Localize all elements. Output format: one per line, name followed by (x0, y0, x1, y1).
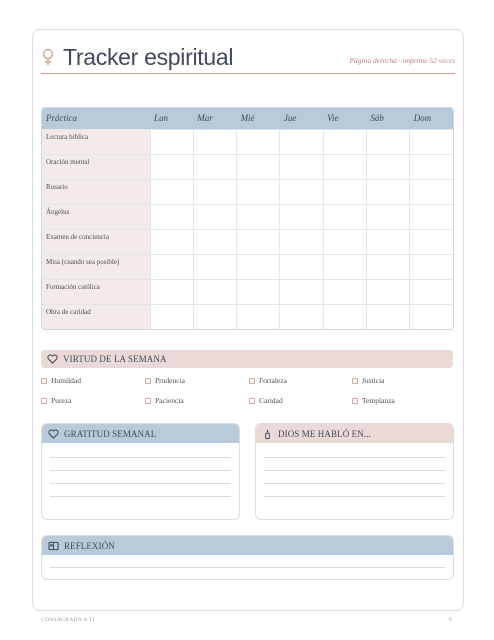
day-cell[interactable] (280, 230, 323, 255)
checkbox[interactable] (41, 378, 47, 384)
column-header: Dom (410, 108, 453, 129)
checkbox[interactable] (352, 398, 358, 404)
checkbox[interactable] (145, 378, 151, 384)
table-row (42, 129, 453, 154)
day-cell[interactable] (410, 179, 453, 204)
tracker-table (41, 107, 454, 330)
day-cell[interactable] (150, 280, 193, 305)
virtud-option[interactable] (41, 376, 81, 385)
column-header: Práctica (42, 108, 150, 129)
dios-panel (255, 423, 454, 520)
day-cell[interactable] (150, 129, 193, 154)
checkbox[interactable] (249, 398, 255, 404)
day-cell[interactable] (150, 230, 193, 255)
table-row (42, 280, 453, 305)
day-cell[interactable] (323, 305, 366, 329)
day-cell[interactable] (410, 204, 453, 229)
page-title: Tracker espiritual (63, 44, 234, 70)
day-cell[interactable] (323, 280, 366, 305)
writing-line[interactable] (50, 457, 231, 458)
day-cell[interactable] (366, 255, 409, 280)
table-row (42, 230, 453, 255)
female-symbol-icon (41, 48, 55, 66)
day-cell[interactable] (150, 305, 193, 329)
column-header: Jue (280, 108, 323, 129)
reflexion-header (42, 536, 453, 555)
day-cell[interactable] (237, 129, 280, 154)
virtud-option[interactable] (352, 396, 395, 405)
writing-line[interactable] (264, 483, 445, 484)
day-cell[interactable] (237, 154, 280, 179)
day-cell[interactable] (150, 204, 193, 229)
candle-icon (262, 429, 273, 439)
virtud-title: VIRTUD DE LA SEMANA (63, 354, 167, 364)
practice-label: Misa (cuando sea posible) (42, 255, 150, 280)
table-row (42, 204, 453, 229)
day-cell[interactable] (366, 305, 409, 329)
column-header: Mié (237, 108, 280, 129)
virtud-label: Paciencia (155, 396, 184, 405)
table-row (42, 255, 453, 280)
day-cell[interactable] (280, 305, 323, 329)
gratitud-panel (41, 423, 240, 520)
dios-header (256, 424, 453, 443)
day-cell[interactable] (193, 154, 236, 179)
virtud-option[interactable] (352, 376, 385, 385)
day-cell[interactable] (366, 154, 409, 179)
column-header: Sáb (366, 108, 409, 129)
heart-icon (48, 429, 59, 439)
day-cell[interactable] (280, 154, 323, 179)
day-cell[interactable] (410, 280, 453, 305)
practice-label: Lectura bíblica (42, 129, 150, 154)
writing-line[interactable] (50, 470, 231, 471)
day-cell[interactable] (280, 204, 323, 229)
practice-label: Ángelus (42, 204, 150, 229)
day-cell[interactable] (323, 154, 366, 179)
virtud-section-header (41, 350, 453, 368)
writing-line[interactable] (50, 496, 231, 497)
day-cell[interactable] (366, 204, 409, 229)
column-header: Lun (150, 108, 193, 129)
day-cell[interactable] (410, 255, 453, 280)
dios-title: DIOS ME HABLÓ EN... (278, 429, 371, 439)
day-cell[interactable] (237, 179, 280, 204)
day-cell[interactable] (323, 230, 366, 255)
practice-label: Obra de caridad (42, 305, 150, 329)
checkbox[interactable] (249, 378, 255, 384)
day-cell[interactable] (193, 179, 236, 204)
print-note: Página derecha · imprime 52 veces (349, 56, 455, 65)
day-cell[interactable] (193, 305, 236, 329)
day-cell[interactable] (193, 230, 236, 255)
page-number: 6 (449, 617, 452, 623)
day-cell[interactable] (193, 129, 236, 154)
tracker-header-row (42, 108, 453, 129)
day-cell[interactable] (410, 154, 453, 179)
day-cell[interactable] (410, 305, 453, 329)
day-cell[interactable] (193, 204, 236, 229)
writing-line[interactable] (264, 457, 445, 458)
day-cell[interactable] (366, 230, 409, 255)
day-cell[interactable] (237, 204, 280, 229)
day-cell[interactable] (366, 179, 409, 204)
virtud-option[interactable] (249, 376, 287, 385)
column-header: Mar (193, 108, 236, 129)
reflexion-panel (41, 535, 454, 580)
day-cell[interactable] (410, 129, 453, 154)
virtud-label: Prudencia (155, 376, 185, 385)
day-cell[interactable] (193, 255, 236, 280)
day-cell[interactable] (280, 129, 323, 154)
checkbox[interactable] (41, 398, 47, 404)
writing-line[interactable] (264, 470, 445, 471)
writing-line[interactable] (50, 483, 231, 484)
practice-label: Examen de conciencia (42, 230, 150, 255)
day-cell[interactable] (323, 129, 366, 154)
day-cell[interactable] (366, 129, 409, 154)
day-cell[interactable] (323, 179, 366, 204)
footer-brand: CONSAGRADA A TI (41, 617, 95, 623)
practice-label: Formación católica (42, 280, 150, 305)
day-cell[interactable] (323, 255, 366, 280)
checkbox[interactable] (352, 378, 358, 384)
virtud-label: Fortaleza (259, 376, 287, 385)
day-cell[interactable] (280, 255, 323, 280)
day-cell[interactable] (410, 230, 453, 255)
virtud-label: Templanza (362, 396, 395, 405)
gratitud-header (42, 424, 239, 443)
table-row (42, 179, 453, 204)
writing-line[interactable] (264, 496, 445, 497)
table-row (42, 154, 453, 179)
book-icon (48, 541, 59, 551)
day-cell[interactable] (150, 154, 193, 179)
virtud-label: Justicia (362, 376, 385, 385)
table-row (42, 305, 453, 329)
day-cell[interactable] (237, 255, 280, 280)
page-header (41, 42, 455, 74)
day-cell[interactable] (150, 179, 193, 204)
practice-label: Oración mental (42, 154, 150, 179)
virtud-options (41, 376, 453, 410)
virtud-option[interactable] (41, 396, 71, 405)
day-cell[interactable] (323, 204, 366, 229)
checkbox[interactable] (145, 398, 151, 404)
heart-icon (47, 354, 58, 364)
day-cell[interactable] (193, 280, 236, 305)
virtud-label: Pureza (51, 396, 72, 405)
virtud-label: Caridad (259, 396, 283, 405)
day-cell[interactable] (280, 179, 323, 204)
virtud-option[interactable] (145, 376, 185, 385)
day-cell[interactable] (237, 305, 280, 329)
day-cell[interactable] (150, 255, 193, 280)
day-cell[interactable] (237, 280, 280, 305)
virtud-option[interactable] (145, 396, 184, 405)
gratitud-title: GRATITUD SEMANAL (64, 429, 157, 439)
practice-label: Rosario (42, 179, 150, 204)
writing-line[interactable] (50, 567, 445, 568)
day-cell[interactable] (366, 280, 409, 305)
virtud-label: Humildad (51, 376, 81, 385)
day-cell[interactable] (280, 280, 323, 305)
reflexion-title: REFLEXIÓN (64, 541, 115, 551)
column-header: Vie (323, 108, 366, 129)
virtud-option[interactable] (249, 396, 283, 405)
day-cell[interactable] (237, 230, 280, 255)
